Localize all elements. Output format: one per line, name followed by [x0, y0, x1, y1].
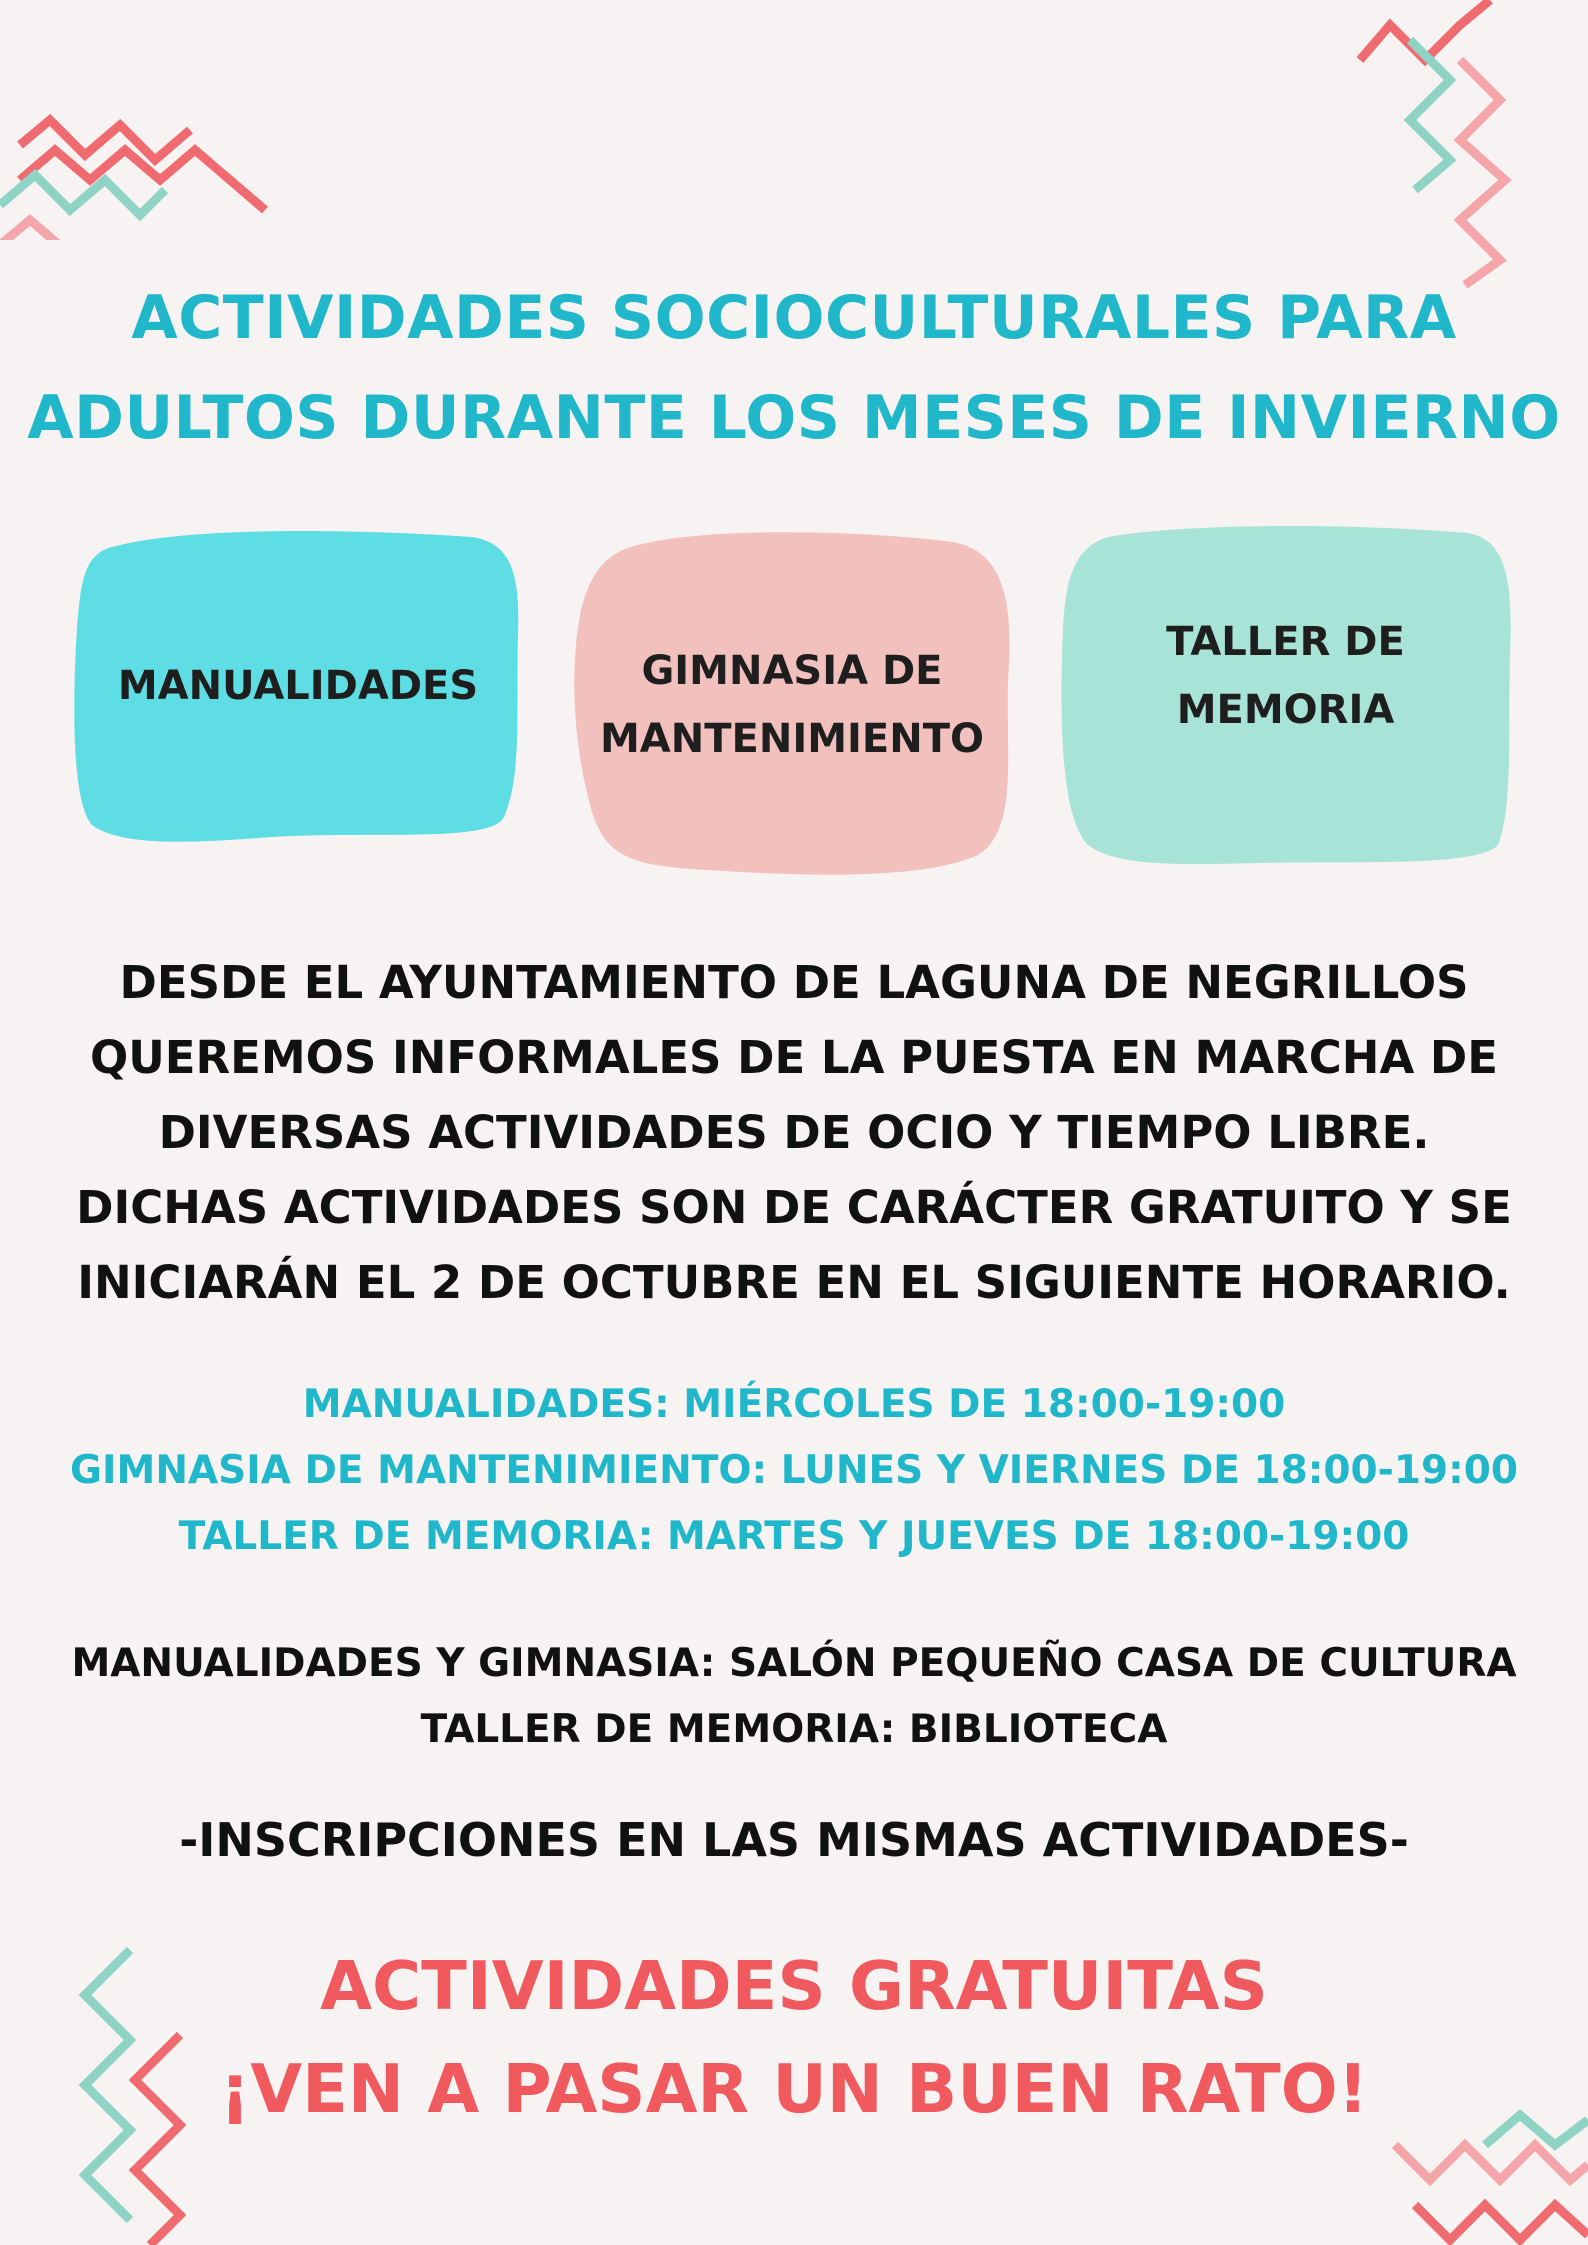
activity-card-manualidades: [72, 525, 524, 847]
zigzag-top-left-decoration: [0, 70, 280, 240]
activity-label-gimnasia-line-1: GIMNASIA DE: [641, 648, 943, 694]
title-line-1: ACTIVIDADES SOCIOCULTURALES PARA: [131, 283, 1457, 353]
registration-note: -INSCRIPCIONES EN LAS MISMAS ACTIVIDADES-: [179, 1813, 1409, 1867]
activity-label-taller-line-2: MEMORIA: [1176, 687, 1395, 733]
intro-line: DIVERSAS ACTIVIDADES DE OCIO Y TIEMPO LIBRE.: [158, 1106, 1430, 1159]
activity-label-taller-line-1: TALLER DE: [1166, 619, 1405, 665]
intro-line: QUEREMOS INFORMALES DE LA PUESTA EN MARCHA DE: [89, 1031, 1499, 1084]
intro-line: DESDE EL AYUNTAMIENTO DE LAGUNA DE NEGRILLOS: [119, 956, 1469, 1009]
activity-card-gimnasia: [568, 530, 1016, 880]
zigzag-top-right-decoration: [1340, 0, 1588, 290]
activity-label-gimnasia: [600, 637, 984, 773]
cta-line-2: ¡VEN A PASAR UN BUEN RATO!: [219, 2050, 1369, 2128]
call-to-action: [0, 1935, 1588, 2141]
schedule-item: TALLER DE MEMORIA: MARTES Y JUEVES DE 18:00-19:00: [178, 1514, 1410, 1559]
schedule-item: GIMNASIA DE MANTENIMIENTO: LUNES Y VIERNES DE 18:00-19:00: [70, 1448, 1518, 1493]
schedule-item: MANUALIDADES: MIÉRCOLES DE 18:00-19:00: [302, 1382, 1286, 1427]
activity-label-manualidades: MANUALIDADES: [117, 663, 479, 709]
activity-label-taller: [1166, 608, 1405, 744]
intro-line: DICHAS ACTIVIDADES SON DE CARÁCTER GRATUITO Y SE: [76, 1181, 1512, 1234]
intro-line: INICIARÁN EL 2 DE OCTUBRE EN EL SIGUIENTE HORARIO.: [77, 1256, 1511, 1309]
schedule-list: [0, 1372, 1588, 1570]
page-title: [0, 268, 1588, 468]
activity-card-taller-memoria: [1058, 525, 1513, 867]
intro-paragraph: [0, 945, 1588, 1320]
location-item: MANUALIDADES Y GIMNASIA: SALÓN PEQUEÑO CASA DE CULTURA: [71, 1641, 1517, 1686]
location-item: TALLER DE MEMORIA: BIBLIOTECA: [420, 1707, 1168, 1752]
activity-label-gimnasia-line-2: MANTENIMIENTO: [600, 716, 984, 762]
cta-line-1: ACTIVIDADES GRATUITAS: [320, 1947, 1268, 2025]
title-line-2: ADULTOS DURANTE LOS MESES DE INVIERNO: [27, 383, 1561, 453]
locations-list: [0, 1631, 1588, 1763]
